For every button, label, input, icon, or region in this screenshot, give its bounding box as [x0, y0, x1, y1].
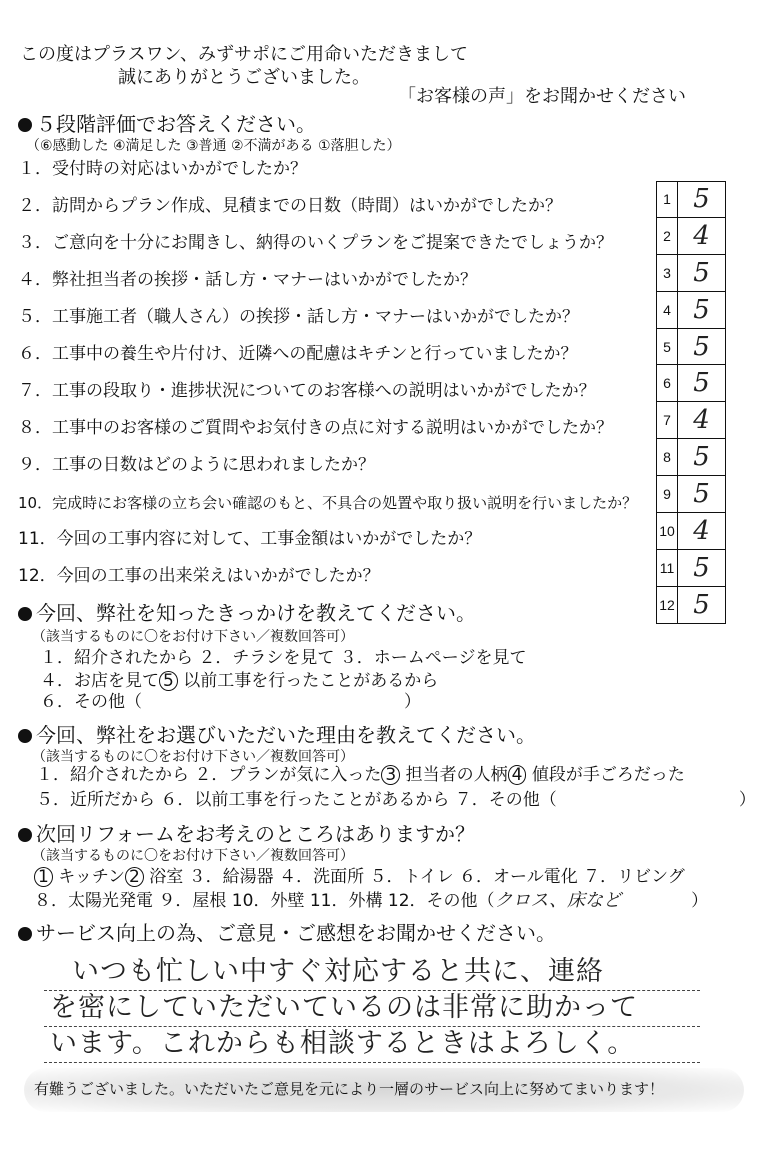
section2-options-1: １．紹介されたから ２．チラシを見て ３．ホームページを見て: [40, 648, 527, 668]
section3-note: （該当するものに〇をお付け下さい／複数回答可）: [32, 749, 354, 765]
section2-title: 今回、弊社を知ったきっかけを教えてください。: [36, 601, 476, 625]
bullet-icon: [18, 607, 32, 621]
score-number: 4: [657, 292, 678, 328]
rating-scale: （⑥感動した ④満足した ③普通 ②不満がある ①落胆した）: [26, 138, 401, 154]
score-value: 5: [693, 442, 710, 473]
score-number: 7: [657, 402, 678, 438]
score-value: 4: [693, 220, 710, 251]
question-5: ５．工事施工者（職人さん）の挨拶・話し方・マナーはいかがでしたか？: [18, 307, 579, 327]
comment-rule: [44, 1026, 700, 1027]
section4-note: （該当するものに〇をお付け下さい／複数回答可）: [32, 848, 354, 864]
footer-message: 有難うございました。いただいたご意見を元により一層のサービス向上に努めてまいります！: [34, 1080, 665, 1098]
question-3: ３．ご意向を十分にお聞きし、納得のいくプランをご提案できたでしょうか？: [18, 233, 613, 253]
question-7: ７．工事の段取り・進捗状況についてのお客様への説明はいかがでしたか？: [18, 381, 596, 401]
section5-title: サービス向上の為、ご意見・ご感想をお聞かせください。: [36, 921, 556, 945]
question-8: ８．工事中のお客様のご質問やお気付きの点に対する説明はいかがでしたか？: [18, 418, 613, 438]
handwritten-other: クロス、床など: [494, 890, 622, 911]
score-number: 1: [657, 182, 678, 217]
bullet-icon: [18, 118, 32, 132]
section2-note: （該当するものに〇をお付け下さい／複数回答可）: [32, 629, 354, 645]
option-price: 値段が手ごろだった: [531, 765, 685, 785]
option-solar-other: ８．太陽光発電 ９．屋根 10．外壁 11．外構 12．その他（: [34, 891, 495, 911]
section3-options-1: [36, 765, 685, 786]
score-value: 5: [693, 184, 710, 215]
question-9: ９．工事の日数はどのように思われましたか？: [18, 455, 375, 475]
score-number: 10: [657, 513, 678, 549]
comment-line-2: を密にしていただいているのは非常に助かって: [50, 992, 638, 1023]
option-other: ６．その他（: [40, 692, 142, 712]
score-row: [656, 587, 726, 624]
section1-title: ５段階評価でお答えください。: [36, 112, 316, 136]
intro-line-1: この度はプラスワン、みずサポにご用命いただきまして: [20, 44, 469, 65]
section4-options-1: [34, 867, 685, 888]
comment-rule: [44, 990, 700, 991]
comment-line-3: います。これからも相談するときはよろしく。: [50, 1028, 636, 1059]
score-grid: [656, 181, 726, 624]
section4-title: 次回リフォームをお考えのところはありますか？: [36, 822, 475, 846]
score-row: [656, 292, 726, 329]
score-number: 12: [657, 587, 678, 623]
score-value: 4: [693, 515, 710, 546]
score-number: 9: [657, 476, 678, 512]
section2-options-3: [40, 692, 421, 713]
question-10: 10．完成時にお客様の立ち会い確認のもと、不具合の処置や取り扱い説明を行いましたか？: [18, 494, 638, 512]
score-value: 5: [693, 257, 710, 288]
question-12: 12．今回の工事の出来栄えはいかがでしたか？: [18, 566, 380, 586]
score-value: 5: [693, 552, 710, 583]
circled-answer: 4: [508, 765, 527, 785]
score-number: 6: [657, 365, 678, 401]
option-shop: ４．お店を見て: [40, 671, 159, 691]
circled-answer: 3: [381, 765, 400, 785]
score-number: 3: [657, 255, 678, 291]
bullet-icon: [18, 828, 32, 842]
other-close-paren: ）: [691, 891, 709, 911]
comment-rule: [44, 1062, 700, 1063]
section3-title: 今回、弊社をお選びいただいた理由を教えてください。: [36, 723, 536, 747]
score-number: 5: [657, 329, 678, 365]
score-number: 8: [657, 439, 678, 475]
voice-heading: 「お客様の声」をお聞かせください: [398, 86, 686, 107]
score-value: 5: [693, 589, 710, 620]
option-referral-plan: １．紹介されたから ２．プランが気に入った: [36, 765, 382, 785]
score-row: [656, 476, 726, 513]
score-row: [656, 218, 726, 255]
comment-line-1: いつも忙しい中すぐ対応すると共に、連絡: [72, 956, 604, 987]
score-number: 11: [657, 550, 678, 586]
option-neighbor-other: ５．近所だから ６．以前工事を行ったことがあるから ７．その他（: [36, 790, 557, 810]
score-row: [656, 365, 726, 402]
question-1: １．受付時の対応はいかがでしたか？: [18, 159, 307, 179]
section2-heading: [18, 601, 476, 625]
section5-heading: [18, 921, 556, 945]
circled-answer: 1: [34, 867, 53, 887]
option-personality: 担当者の人柄: [405, 765, 508, 785]
option-previous-work: 以前工事を行ったことがあるから: [183, 671, 439, 691]
score-number: 2: [657, 218, 678, 254]
score-row: [656, 439, 726, 476]
score-row: [656, 181, 726, 218]
intro-line-2: 誠にありがとうございました。: [118, 67, 370, 88]
circled-answer: 5: [159, 671, 178, 691]
section3-heading: [18, 723, 536, 747]
score-row: [656, 513, 726, 550]
score-value: 5: [693, 294, 710, 325]
question-11: 11．今回の工事内容に対して、工事金額はいかがでしたか？: [18, 529, 482, 549]
question-2: ２．訪問からプラン作成、見積までの日数（時間）はいかがでしたか？: [18, 196, 562, 216]
section2-options-2: [40, 671, 438, 692]
question-6: ６．工事中の養生や片付け、近隣への配慮はキチンと行っていましたか？: [18, 344, 578, 364]
score-value: 5: [693, 368, 710, 399]
option-kitchen: キッチン: [58, 867, 126, 887]
question-4: ４．弊社担当者の挨拶・話し方・マナーはいかがでしたか？: [18, 270, 477, 290]
option-bath-etc: 浴室 ３．給湯器 ４．洗面所 ５．トイレ ６．オール電化 ７．リビング: [149, 867, 685, 887]
circled-answer: 2: [125, 867, 144, 887]
bullet-icon: [18, 927, 32, 941]
score-value: 5: [693, 479, 710, 510]
other-close-paren: ）: [404, 692, 421, 712]
section4-heading: [18, 822, 475, 846]
bullet-icon: [18, 729, 32, 743]
score-row: [656, 329, 726, 366]
score-row: [656, 550, 726, 587]
section1-heading: [18, 112, 316, 136]
section4-options-2: [34, 890, 708, 912]
score-row: [656, 255, 726, 292]
other-close-paren: ）: [738, 790, 756, 810]
score-row: [656, 402, 726, 439]
score-value: 4: [693, 405, 710, 436]
section3-options-2: [36, 790, 756, 811]
score-value: 5: [693, 331, 710, 362]
